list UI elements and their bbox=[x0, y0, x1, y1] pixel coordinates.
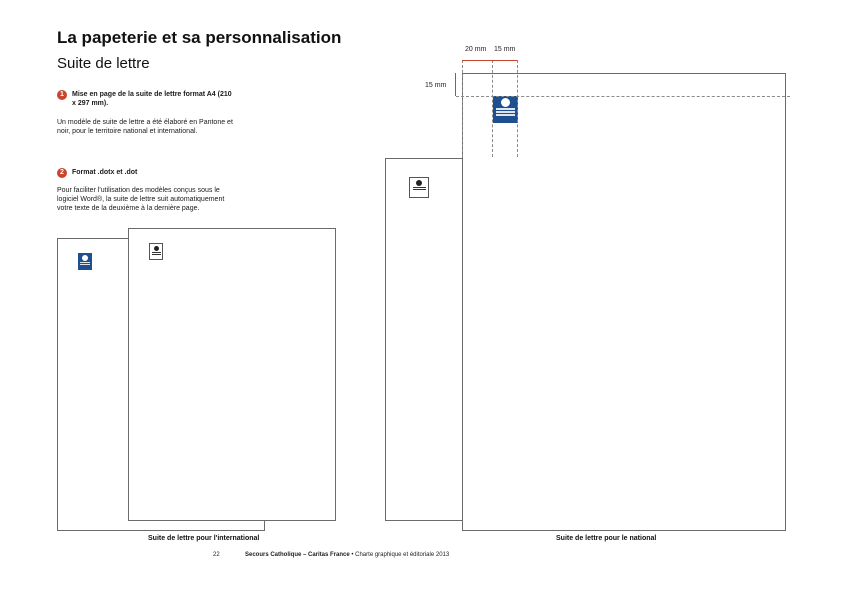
step-2-heading: Format .dotx et .dot bbox=[72, 169, 138, 176]
footer-page-number: 22 bbox=[213, 552, 220, 558]
step-2-body: Pour faciliter l'utilisation des modèles conçus sous le logiciel Word®, la suite de lettre suit automatiquement votre texte de la deuxième à la dernière page. bbox=[57, 187, 225, 212]
dimension-top-margin bbox=[455, 73, 456, 96]
dimension-logo-width bbox=[492, 60, 517, 61]
caption-national: Suite de lettre pour le national bbox=[556, 535, 657, 542]
step-1-body: Un modèle de suite de lettre a été élaboré en Pantone et noir, pour le territoire national et international. bbox=[57, 119, 233, 135]
step-1-number-badge: 1 bbox=[57, 90, 67, 100]
measure-top-margin: 15 mm bbox=[425, 82, 447, 89]
page-subtitle: Suite de lettre bbox=[57, 55, 150, 72]
national-sheet-front bbox=[462, 73, 786, 531]
step-2 bbox=[57, 168, 227, 213]
international-sheet-front bbox=[128, 228, 336, 521]
logo-bw-icon bbox=[409, 177, 429, 198]
guide-left-edge bbox=[462, 60, 463, 157]
logo-bw-icon bbox=[149, 243, 163, 260]
step-2-number-badge: 2 bbox=[57, 168, 67, 178]
guide-logo-left bbox=[492, 60, 493, 157]
measure-logo-width: 15 mm bbox=[494, 46, 516, 53]
footer-brand: Secours Catholique – Caritas France bbox=[245, 552, 350, 558]
page-title: La papeterie et sa personnalisation bbox=[57, 28, 342, 47]
caption-international: Suite de lettre pour l'international bbox=[148, 535, 260, 542]
guide-top-margin bbox=[456, 96, 790, 97]
footer-doc-title: Charte graphique et éditoriale 2013 bbox=[355, 552, 450, 558]
logo-blue-icon bbox=[493, 96, 518, 123]
footer-credit bbox=[245, 552, 449, 558]
guide-logo-right bbox=[517, 60, 518, 157]
logo-blue-icon bbox=[78, 253, 92, 270]
footer-separator: • bbox=[349, 552, 356, 558]
step-1 bbox=[57, 90, 237, 136]
step-1-heading: Mise en page de la suite de lettre format A4 (210 x 297 mm). bbox=[72, 91, 232, 107]
dimension-left-margin bbox=[462, 60, 492, 61]
measure-left-margin: 20 mm bbox=[465, 46, 487, 53]
